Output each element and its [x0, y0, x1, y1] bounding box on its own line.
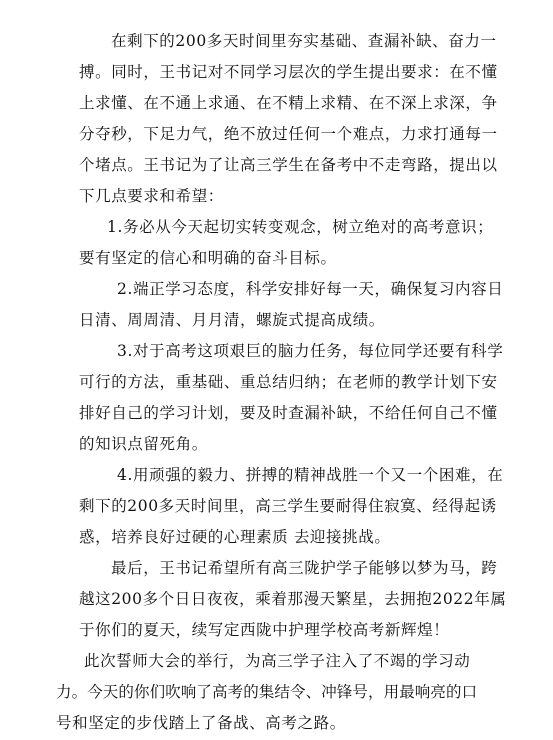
paragraph-line: 上求懂、在不通上求通、在不精上求精、在不深上求深，争	[79, 94, 498, 112]
paragraph-line: 号和坚定的步伐踏上了备战、高考之路。	[56, 714, 346, 732]
paragraph-line: 个堵点。王书记为了让高三学生在备考中不走弯路，提出以	[79, 156, 498, 174]
list-item-line: 排好自己的学习计划，要及时查漏补缺，不给任何自己不懂	[79, 404, 498, 422]
list-item-line: 的知识点留死角。	[79, 435, 208, 453]
list-item-line: 4.用顽强的毅力、拼搏的精神战胜一个又一个困难，在	[117, 466, 504, 484]
list-item-line: 2.端正学习态度，科学安排好每一天，确保复习内容日	[117, 280, 504, 298]
paragraph-line: 分夺秒，下足力气，绝不放过任何一个难点，力求打通每一	[79, 125, 498, 143]
paragraph-line: 力。今天的你们吹响了高考的集结令、冲锋号，用最响亮的口	[56, 683, 478, 701]
list-item-line: 要有坚定的信心和明确的奋斗目标。	[79, 249, 337, 267]
list-item-line: 3.对于高考这项艰巨的脑力任务，每位同学还要有科学	[117, 342, 504, 360]
paragraph-line: 在剩下的200多天时间里夯实基础、查漏补缺、奋力一	[111, 32, 497, 50]
paragraph-line: 于你们的夏天，续写定西陇中护理学校高考新辉煌！	[79, 621, 450, 639]
list-item-line: 剩下的200多天时间里，高三学生要耐得住寂寞、经得起诱	[79, 497, 497, 515]
paragraph-line: 下几点要求和希望：	[79, 187, 224, 205]
list-item-line: 惑，培养良好过硬的心理素质 去迎接挑战。	[79, 528, 391, 546]
paragraph-line: 越这200多个日日夜夜，乘着那漫天繁星，去拥抱2022年属	[79, 590, 507, 608]
paragraph-line: 最后，王书记希望所有高三陇护学子能够以梦为马，跨	[111, 559, 498, 577]
list-item-line: 可行的方法，重基础、重总结归纳；在老师的教学计划下安	[79, 373, 498, 391]
paragraph-line: 此次誓师大会的举行，为高三学子注入了不竭的学习动	[84, 652, 471, 670]
paragraph-line: 搏。同时，王书记对不同学习层次的学生提出要求：在不懂	[79, 63, 498, 81]
list-item-line: 日清、周周清、月月清，螺旋式提高成绩。	[79, 311, 385, 329]
list-item-line: 1.务必从今天起切实转变观念，树立绝对的高考意识；	[107, 218, 494, 236]
